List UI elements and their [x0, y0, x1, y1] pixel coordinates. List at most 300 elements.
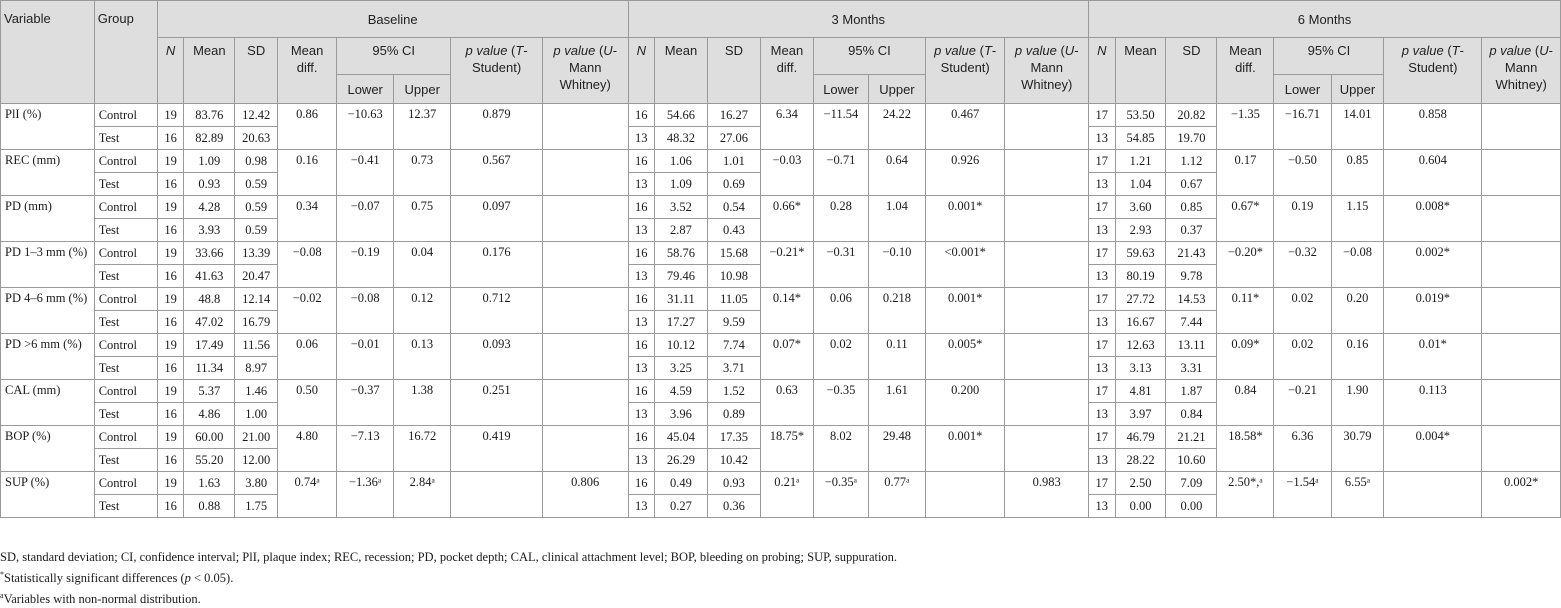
p-t-student-cell: 0.419 [451, 426, 543, 472]
ci-upper-cell: 0.73 [394, 150, 451, 196]
table-row [1, 104, 1561, 127]
p-t-student-cell: 0.604 [1384, 150, 1482, 196]
mean-cell: 48.8 [184, 288, 235, 311]
sd-cell: 15.68 [707, 242, 760, 265]
group-cell: Test [94, 219, 157, 242]
p-u-mann-cell [1005, 242, 1089, 288]
table-row [1, 196, 1561, 219]
n-cell: 13 [628, 495, 654, 518]
n-cell: 13 [1089, 219, 1115, 242]
p-u-mann-cell [1482, 196, 1561, 242]
mean-cell: 82.89 [184, 127, 235, 150]
header-p-t-student-m3: p value (T-Student) [925, 38, 1004, 104]
table-row [1, 380, 1561, 403]
p-t-student-cell: 0.712 [451, 288, 543, 334]
mean-cell: 31.11 [655, 288, 708, 311]
ci-lower-cell: 0.28 [813, 196, 868, 242]
p-u-mann-cell [1482, 242, 1561, 288]
n-cell: 17 [1089, 196, 1115, 219]
mean-cell: 2.87 [655, 219, 708, 242]
mean-cell: 48.32 [655, 127, 708, 150]
n-cell: 19 [157, 150, 183, 173]
ci-lower-cell: 6.36 [1274, 426, 1331, 472]
mean-diff-cell: −1.35 [1217, 104, 1274, 150]
header-variable: Variable [1, 1, 95, 104]
p-u-mann-cell [1482, 334, 1561, 380]
p-t-student-cell: <0.001* [925, 242, 1004, 288]
mean-cell: 0.00 [1115, 495, 1166, 518]
ci-upper-cell: 24.22 [868, 104, 925, 150]
group-cell: Test [94, 403, 157, 426]
group-cell: Control [94, 150, 157, 173]
mean-diff-cell: −0.02 [278, 288, 337, 334]
group-cell: Control [94, 288, 157, 311]
ci-lower-cell: −7.13 [337, 426, 394, 472]
n-cell: 13 [628, 403, 654, 426]
ci-lower-cell: −0.35ᵃ [813, 472, 868, 518]
mean-diff-cell: 0.11* [1217, 288, 1274, 334]
mean-cell: 4.59 [655, 380, 708, 403]
variable-cell: PD (mm) [1, 196, 95, 242]
mean-cell: 3.60 [1115, 196, 1166, 219]
sd-cell: 1.12 [1166, 150, 1217, 173]
header-p-u-mann-m3: p value (U-Mann Whitney) [1005, 38, 1089, 104]
ci-lower-cell: −0.35 [813, 380, 868, 426]
ci-upper-cell: −0.10 [868, 242, 925, 288]
mean-cell: 59.63 [1115, 242, 1166, 265]
n-cell: 16 [157, 127, 183, 150]
p-u-mann-cell [542, 288, 628, 334]
n-cell: 16 [628, 196, 654, 219]
p-t-student-cell: 0.858 [1384, 104, 1482, 150]
p-t-student-cell: 0.008* [1384, 196, 1482, 242]
sd-cell: 20.47 [235, 265, 278, 288]
mean-cell: 60.00 [184, 426, 235, 449]
ci-upper-cell: 0.85 [1331, 150, 1384, 196]
p-t-student-cell: 0.002* [1384, 242, 1482, 288]
p-u-mann-cell [542, 426, 628, 472]
ci-upper-cell: 0.77ᵃ [868, 472, 925, 518]
n-cell: 16 [628, 288, 654, 311]
ci-lower-cell: −0.08 [337, 288, 394, 334]
significance-note: *Statistically significant differences (p < 0.05). [0, 570, 234, 586]
p-u-mann-cell [542, 380, 628, 426]
mean-diff-cell: −0.03 [760, 150, 813, 196]
header-3-months: 3 Months [628, 1, 1089, 38]
ci-lower-cell: −16.71 [1274, 104, 1331, 150]
ci-upper-cell: −0.08 [1331, 242, 1384, 288]
variable-cell: PD 1–3 mm (%) [1, 242, 95, 288]
p-u-mann-cell [1005, 426, 1089, 472]
n-cell: 16 [157, 403, 183, 426]
mean-cell: 0.88 [184, 495, 235, 518]
p-u-mann-cell [1482, 104, 1561, 150]
sd-cell: 11.05 [707, 288, 760, 311]
mean-cell: 3.97 [1115, 403, 1166, 426]
header-p-u-mann-b: p value (U-Mann Whitney) [542, 38, 628, 104]
p-t-student-cell [925, 472, 1004, 518]
p-t-student-cell: 0.113 [1384, 380, 1482, 426]
n-cell: 17 [1089, 380, 1115, 403]
header-mean-diff-m6: Mean diff. [1217, 38, 1274, 104]
sd-cell: 12.14 [235, 288, 278, 311]
mean-diff-cell: −0.08 [278, 242, 337, 288]
header-p-u-mann-m6: p value (U-Mann Whitney) [1482, 38, 1561, 104]
ci-upper-cell: 1.15 [1331, 196, 1384, 242]
group-cell: Control [94, 196, 157, 219]
p-u-mann-cell [1005, 380, 1089, 426]
header-mean-m6: Mean [1115, 38, 1166, 104]
ci-upper-cell: 0.16 [1331, 334, 1384, 380]
mean-diff-cell: 18.58* [1217, 426, 1274, 472]
group-cell: Control [94, 472, 157, 495]
table-row [1, 334, 1561, 357]
mean-cell: 17.49 [184, 334, 235, 357]
sd-cell: 0.67 [1166, 173, 1217, 196]
n-cell: 16 [157, 495, 183, 518]
mean-diff-cell: 0.63 [760, 380, 813, 426]
p-u-mann-cell: 0.002* [1482, 472, 1561, 518]
n-cell: 16 [157, 449, 183, 472]
sd-cell: 0.69 [707, 173, 760, 196]
mean-cell: 0.93 [184, 173, 235, 196]
n-cell: 16 [157, 219, 183, 242]
sd-cell: 12.42 [235, 104, 278, 127]
p-u-mann-cell [1482, 380, 1561, 426]
n-cell: 13 [628, 449, 654, 472]
p-t-student-cell: 0.093 [451, 334, 543, 380]
n-cell: 16 [628, 150, 654, 173]
sd-cell: 1.75 [235, 495, 278, 518]
header-lower-m6: Lower [1274, 75, 1331, 104]
header-group: Group [94, 1, 157, 104]
header-upper-m3: Upper [868, 75, 925, 104]
variable-cell: PD >6 mm (%) [1, 334, 95, 380]
n-cell: 16 [628, 334, 654, 357]
ci-lower-cell: −1.36ᵃ [337, 472, 394, 518]
mean-cell: 79.46 [655, 265, 708, 288]
p-t-student-cell: 0.879 [451, 104, 543, 150]
group-cell: Test [94, 311, 157, 334]
n-cell: 13 [1089, 311, 1115, 334]
mean-cell: 1.63 [184, 472, 235, 495]
non-normal-note: $^a$Variables with non-normal distribution. [0, 591, 201, 607]
p-u-mann-cell [542, 196, 628, 242]
mean-cell: 4.28 [184, 196, 235, 219]
p-u-mann-cell [1005, 334, 1089, 380]
ci-lower-cell: 0.19 [1274, 196, 1331, 242]
group-cell: Test [94, 449, 157, 472]
n-cell: 19 [157, 380, 183, 403]
ci-upper-cell: 12.37 [394, 104, 451, 150]
sd-cell: 1.46 [235, 380, 278, 403]
n-cell: 16 [628, 426, 654, 449]
mean-cell: 5.37 [184, 380, 235, 403]
p-t-student-cell: 0.200 [925, 380, 1004, 426]
mean-diff-cell: 0.06 [278, 334, 337, 380]
n-cell: 16 [628, 380, 654, 403]
ci-lower-cell: −0.41 [337, 150, 394, 196]
sd-cell: 13.39 [235, 242, 278, 265]
variable-cell: BOP (%) [1, 426, 95, 472]
p-t-student-cell [1384, 472, 1482, 518]
sd-cell: 12.00 [235, 449, 278, 472]
p-t-student-cell: 0.019* [1384, 288, 1482, 334]
mean-cell: 1.04 [1115, 173, 1166, 196]
variable-cell: PlI (%) [1, 104, 95, 150]
mean-diff-cell: 0.74ᵃ [278, 472, 337, 518]
sd-cell: 0.59 [235, 196, 278, 219]
sd-cell: 1.87 [1166, 380, 1217, 403]
p-t-student-cell: 0.567 [451, 150, 543, 196]
p-t-student-cell [451, 472, 543, 518]
n-cell: 19 [157, 426, 183, 449]
mean-cell: 1.09 [655, 173, 708, 196]
mean-diff-cell: 0.09* [1217, 334, 1274, 380]
sd-cell: 0.00 [1166, 495, 1217, 518]
ci-upper-cell: 0.75 [394, 196, 451, 242]
n-cell: 16 [628, 104, 654, 127]
n-cell: 19 [157, 334, 183, 357]
n-cell: 19 [157, 288, 183, 311]
n-cell: 13 [1089, 495, 1115, 518]
mean-diff-cell: 0.07* [760, 334, 813, 380]
mean-diff-cell: −0.21* [760, 242, 813, 288]
mean-diff-cell: 0.50 [278, 380, 337, 426]
mean-cell: 80.19 [1115, 265, 1166, 288]
sd-cell: 10.60 [1166, 449, 1217, 472]
mean-diff-cell: 0.66* [760, 196, 813, 242]
n-cell: 16 [628, 242, 654, 265]
header-mean-m3: Mean [655, 38, 708, 104]
mean-cell: 27.72 [1115, 288, 1166, 311]
sd-cell: 9.78 [1166, 265, 1217, 288]
mean-cell: 53.50 [1115, 104, 1166, 127]
group-cell: Control [94, 380, 157, 403]
sd-cell: 27.06 [707, 127, 760, 150]
p-t-student-cell: 0.251 [451, 380, 543, 426]
header-upper-b: Upper [394, 75, 451, 104]
n-cell: 13 [1089, 449, 1115, 472]
ci-upper-cell: 0.13 [394, 334, 451, 380]
header-lower-m3: Lower [813, 75, 868, 104]
table-footnotes [0, 548, 897, 608]
group-cell: Control [94, 242, 157, 265]
ci-upper-cell: 14.01 [1331, 104, 1384, 150]
ci-upper-cell: 29.48 [868, 426, 925, 472]
header-upper-m6: Upper [1331, 75, 1384, 104]
p-t-student-cell: 0.001* [925, 426, 1004, 472]
sd-cell: 0.85 [1166, 196, 1217, 219]
sd-cell: 9.59 [707, 311, 760, 334]
p-u-mann-cell [542, 150, 628, 196]
group-cell: Test [94, 265, 157, 288]
sd-cell: 0.84 [1166, 403, 1217, 426]
significance-mark: * [0, 570, 4, 579]
n-cell: 13 [628, 127, 654, 150]
group-cell: Test [94, 495, 157, 518]
n-cell: 17 [1089, 150, 1115, 173]
sd-cell: 10.98 [707, 265, 760, 288]
table-row [1, 426, 1561, 449]
sd-cell: 0.43 [707, 219, 760, 242]
sd-cell: 0.54 [707, 196, 760, 219]
header-mean-diff-b: Mean diff. [278, 38, 337, 104]
sd-cell: 1.01 [707, 150, 760, 173]
mean-cell: 4.81 [1115, 380, 1166, 403]
variable-cell: CAL (mm) [1, 380, 95, 426]
p-u-mann-cell [542, 334, 628, 380]
non-normal-mark: a [0, 591, 4, 601]
mean-diff-cell: 6.34 [760, 104, 813, 150]
ci-lower-cell: −0.50 [1274, 150, 1331, 196]
abbreviations-note: SD, standard deviation; CI, confidence interval; PlI, plaque index; REC, recession; PD, pocket depth; CAL, clinical attachment level; BOP, bleeding on probing; SUP, suppuration. [0, 550, 898, 564]
sd-cell: 16.27 [707, 104, 760, 127]
header-sd-b: SD [235, 38, 278, 104]
ci-lower-cell: −0.31 [813, 242, 868, 288]
mean-diff-cell: 0.34 [278, 196, 337, 242]
n-cell: 13 [628, 357, 654, 380]
p-u-mann-cell [1482, 426, 1561, 472]
table-row [1, 242, 1561, 265]
mean-cell: 10.12 [655, 334, 708, 357]
sd-cell: 17.35 [707, 426, 760, 449]
mean-cell: 17.27 [655, 311, 708, 334]
ci-lower-cell: −0.37 [337, 380, 394, 426]
n-cell: 17 [1089, 426, 1115, 449]
sd-cell: 7.09 [1166, 472, 1217, 495]
ci-lower-cell: 8.02 [813, 426, 868, 472]
header-6-months: 6 Months [1089, 1, 1561, 38]
sd-cell: 11.56 [235, 334, 278, 357]
n-cell: 16 [628, 472, 654, 495]
n-cell: 16 [157, 265, 183, 288]
sd-cell: 7.44 [1166, 311, 1217, 334]
sd-cell: 20.82 [1166, 104, 1217, 127]
n-cell: 19 [157, 242, 183, 265]
mean-cell: 54.85 [1115, 127, 1166, 150]
ci-lower-cell: −1.54ᵃ [1274, 472, 1331, 518]
sd-cell: 21.00 [235, 426, 278, 449]
mean-cell: 3.13 [1115, 357, 1166, 380]
p-t-student-cell: 0.001* [925, 288, 1004, 334]
n-cell: 16 [157, 311, 183, 334]
ci-lower-cell: 0.06 [813, 288, 868, 334]
mean-cell: 3.25 [655, 357, 708, 380]
mean-cell: 1.09 [184, 150, 235, 173]
sd-cell: 16.79 [235, 311, 278, 334]
ci-lower-cell: −11.54 [813, 104, 868, 150]
mean-cell: 83.76 [184, 104, 235, 127]
sd-cell: 19.70 [1166, 127, 1217, 150]
header-mean-diff-m3: Mean diff. [760, 38, 813, 104]
header-n-m6: N [1089, 38, 1115, 104]
n-cell: 17 [1089, 104, 1115, 127]
sd-cell: 21.43 [1166, 242, 1217, 265]
mean-cell: 26.29 [655, 449, 708, 472]
ci-lower-cell: −0.32 [1274, 242, 1331, 288]
group-cell: Test [94, 127, 157, 150]
n-cell: 19 [157, 104, 183, 127]
ci-upper-cell: 0.12 [394, 288, 451, 334]
ci-upper-cell: 0.11 [868, 334, 925, 380]
mean-cell: 47.02 [184, 311, 235, 334]
ci-lower-cell: −0.21 [1274, 380, 1331, 426]
mean-diff-cell: 0.21ᵃ [760, 472, 813, 518]
header-ci-b: 95% CI [337, 38, 451, 75]
n-cell: 13 [628, 311, 654, 334]
sd-cell: 7.74 [707, 334, 760, 357]
p-u-mann-cell [1482, 288, 1561, 334]
sd-cell: 14.53 [1166, 288, 1217, 311]
ci-upper-cell: 0.04 [394, 242, 451, 288]
mean-cell: 45.04 [655, 426, 708, 449]
mean-cell: 55.20 [184, 449, 235, 472]
header-mean-b: Mean [184, 38, 235, 104]
sd-cell: 0.59 [235, 219, 278, 242]
p-u-mann-cell [1005, 150, 1089, 196]
sd-cell: 20.63 [235, 127, 278, 150]
ci-upper-cell: 1.04 [868, 196, 925, 242]
mean-cell: 2.93 [1115, 219, 1166, 242]
group-cell: Test [94, 173, 157, 196]
group-cell: Control [94, 104, 157, 127]
ci-lower-cell: 0.02 [1274, 288, 1331, 334]
ci-upper-cell: 0.64 [868, 150, 925, 196]
ci-upper-cell: 1.38 [394, 380, 451, 426]
p-u-mann-cell [542, 242, 628, 288]
header-sd-m3: SD [707, 38, 760, 104]
p-t-student-cell: 0.001* [925, 196, 1004, 242]
mean-diff-cell: 0.16 [278, 150, 337, 196]
n-cell: 13 [628, 265, 654, 288]
sd-cell: 3.71 [707, 357, 760, 380]
header-sd-m6: SD [1166, 38, 1217, 104]
mean-cell: 28.22 [1115, 449, 1166, 472]
p-t-student-cell: 0.176 [451, 242, 543, 288]
variable-cell: SUP (%) [1, 472, 95, 518]
mean-diff-cell: 0.84 [1217, 380, 1274, 426]
ci-lower-cell: −10.63 [337, 104, 394, 150]
sd-cell: 1.00 [235, 403, 278, 426]
mean-cell: 3.96 [655, 403, 708, 426]
header-p-t-student-m6: p value (T-Student) [1384, 38, 1482, 104]
n-cell: 13 [1089, 357, 1115, 380]
mean-cell: 0.49 [655, 472, 708, 495]
p-u-mann-cell [1005, 196, 1089, 242]
p-t-student-cell: 0.005* [925, 334, 1004, 380]
sd-cell: 1.52 [707, 380, 760, 403]
mean-cell: 2.50 [1115, 472, 1166, 495]
header-ci-m6: 95% CI [1274, 38, 1384, 75]
ci-lower-cell: −0.01 [337, 334, 394, 380]
ci-lower-cell: −0.07 [337, 196, 394, 242]
mean-cell: 11.34 [184, 357, 235, 380]
mean-cell: 58.76 [655, 242, 708, 265]
mean-cell: 1.06 [655, 150, 708, 173]
sd-cell: 21.21 [1166, 426, 1217, 449]
sd-cell: 0.36 [707, 495, 760, 518]
group-cell: Control [94, 426, 157, 449]
p-t-student-cell: 0.926 [925, 150, 1004, 196]
n-cell: 13 [628, 219, 654, 242]
sd-cell: 3.80 [235, 472, 278, 495]
n-cell: 16 [157, 357, 183, 380]
variable-cell: PD 4–6 mm (%) [1, 288, 95, 334]
mean-cell: 4.86 [184, 403, 235, 426]
mean-cell: 1.21 [1115, 150, 1166, 173]
mean-diff-cell: 0.14* [760, 288, 813, 334]
